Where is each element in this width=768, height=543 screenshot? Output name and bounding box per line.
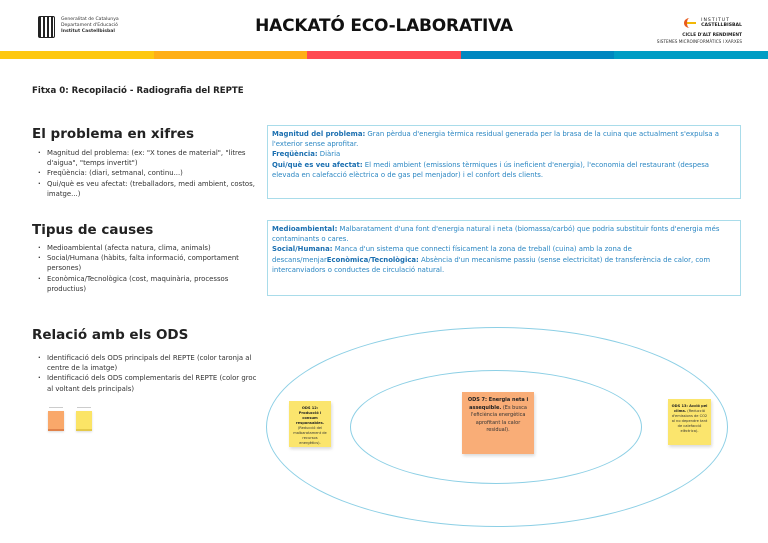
stripe-yellow [0, 51, 154, 59]
social-text: Manca d'un sistema que connecti físicament la zona de treball (cuina) amb la zona de descans/menjar [272, 245, 632, 264]
sticky-title: ODS 12: Producció i consum responsables. [295, 406, 325, 425]
causes-bullets [38, 243, 260, 294]
magnitude-label: Magnitud del problema: [272, 130, 366, 138]
yellow-swatch [76, 411, 92, 431]
sticky-ods12[interactable] [289, 401, 331, 447]
sticky-text: (Reducció del malbaratament de recursos energètics). [293, 426, 327, 445]
problem-answer-box[interactable] [267, 125, 741, 199]
section-title-problem: El problema en xifres [32, 126, 194, 142]
sticky-title: ODS 7: Energia neta i assequible. [467, 397, 529, 411]
institut-name: CASTELLBISBAL [701, 22, 742, 28]
stripe-red [307, 51, 461, 59]
color-stripe [0, 51, 768, 59]
header [0, 0, 768, 50]
sticky-text: (Reducció d'emissions de CO2 al no dependre tant de calefacció elèctrica). [671, 409, 708, 433]
sticky-ods7[interactable] [462, 392, 534, 454]
affected-text: El medi ambient (emissions tèrmiques i ús ineficient d'energia), l'economia del restaurant (despesa elevada en calefacció elèctrica o de gas pel menjador) i el confort dels clients. [272, 160, 710, 179]
stripe-blue [461, 51, 615, 59]
cycle-label: CICLE D'ALT RENDIMENT [682, 33, 742, 38]
causes-answer-box[interactable] [267, 220, 741, 296]
sticky-title: ODS 13: Acció pel clima. [671, 404, 708, 413]
social-label: Social/Humana: [272, 245, 333, 254]
problem-bullets [38, 148, 260, 199]
institut-logo [657, 12, 742, 44]
bullet-item: · Econòmica/Tecnològica (cost, maquinària, processos productius) [38, 274, 260, 294]
env-label: Medioambiental: [272, 225, 338, 233]
sticky-ods13[interactable] [668, 399, 711, 445]
bullet-item: · Freqüència: (diari, setmanal, continu...) [38, 168, 260, 178]
bullet-item: · Magnitud del problema: (ex: "X tones de material", "litres d'aigua", "temps invertit") [38, 148, 260, 168]
legend-main-sticky [47, 407, 65, 433]
bullet-item: · Identificació dels ODS complementaris del REPTE (color groc al voltant dels principals) [38, 373, 260, 393]
logo-line-2: Departament d'Educació [61, 23, 118, 28]
systems-label: SISTEMES MICROINFORMÀTICS I XARXES [656, 39, 742, 44]
bullet-item: · Social/Humana (hàbits, falta informació, comportament persones) [38, 253, 260, 273]
sheet-subtitle: Fitxa 0: Recopilació - Radiografia del REPTE [32, 86, 244, 96]
legend-complementary-sticky [75, 407, 93, 433]
sticky-text: (Es busca l'eficiència energètica aprofitant la calor residual). [470, 404, 527, 433]
section-title-causes: Tipus de causes [32, 222, 154, 238]
stripe-cyan [614, 51, 768, 59]
section-title-ods: Relació amb els ODS [32, 327, 189, 343]
institut-castellbisbal-logo-icon [682, 17, 696, 29]
env-text: Malbaratament d'una font d'energia natural i neta (biomassa/carbó) que podria substituir fonts d'energia més contaminants o cares. [272, 225, 720, 244]
bullet-item: · Qui/què es veu afectat: (treballadors, medi ambient, costos, imatge...) [38, 179, 260, 199]
magnitude-text: Gran pèrdua d'energia tèrmica residual generada per la brasa de la cuina que actualment s'expulsa a l'exterior sense aprofitar. [272, 130, 719, 149]
affected-label: Qui/què es veu afectat: [272, 160, 363, 169]
ods-bullets [38, 353, 260, 394]
institut-label: INSTITUT [701, 17, 730, 23]
econ-label: Econòmica/Tecnològica: [326, 255, 419, 264]
stripe-orange [154, 51, 308, 59]
logo-line-1: Generalitat de Catalunya [61, 17, 119, 22]
frequency-text: Diària [317, 150, 341, 159]
page-title: HACKATÓ ECO-LABORATIVA [255, 16, 513, 36]
logo-line-3: Institut Castellbisbal [61, 29, 115, 34]
bullet-item: · Medioambiental (afecta natura, clima, animals) [38, 243, 260, 253]
bullet-item: · Identificació dels ODS principals del REPTE (color taronja al centre de la imatge) [38, 353, 260, 373]
econ-text: Absència d'un mecanisme passiu (sense electricitat) de transferència de calor, com intercanviadors o conductes de circulació natural. [272, 255, 711, 274]
orange-swatch [48, 411, 64, 431]
frequency-label: Freqüència: [272, 150, 318, 159]
